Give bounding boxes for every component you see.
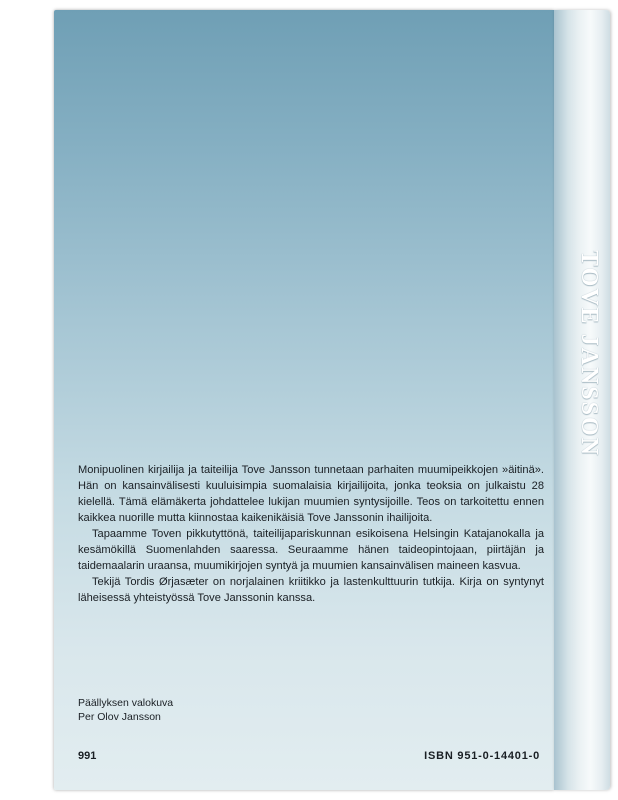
photo-credit — [78, 696, 173, 724]
product-code: 991 — [78, 750, 97, 762]
back-cover — [54, 10, 554, 790]
blurb-paragraph: Tekijä Tordis Ørjasæter on norjalainen kriitikko ja lastenkulttuurin tutkija. Kirja on syntynyt läheisessä yhteistyössä Tove Janssonin kanssa. — [78, 576, 544, 604]
photo-credit-label: Päällyksen valokuva — [78, 697, 174, 709]
blurb-paragraph: Monipuolinen kirjailija ja taiteilija Tove Jansson tunnetaan parhaiten muumipeikkojen »äitinä». Hän on kansainvälisesti kuuluisimpia suomalaisia kirjailijoita, jonka teoksia on julkaistu 28 kielellä. Tämä elämäkerta johdattelee lukijan muumien syntysijoille. Teos on tarkoitettu ennen kaikkea nuorille mutta kiinnostaa kaikenikäisiä Tove Janssonin ihailijoita. — [78, 464, 544, 524]
spine-title: TOVE JANSSON — [576, 250, 602, 457]
book — [54, 10, 610, 790]
photo-credit-name: Per Olov Jansson — [78, 711, 161, 723]
blurb-paragraph: Tapaamme Toven pikkutyttönä, taiteilijapariskunnan esikoisena Helsingin Katajanokalla ja kesämökillä Suomenlahden saaressa. Seuraamme hänen taideopintojaan, piirtäjän ja taidemaalarin uraansa, muumikirjojen syntyä ja muumien kansainvälisen maineen kasvua. — [78, 528, 544, 572]
isbn: ISBN 951-0-14401-0 — [424, 750, 540, 762]
back-cover-blurb — [78, 462, 544, 606]
